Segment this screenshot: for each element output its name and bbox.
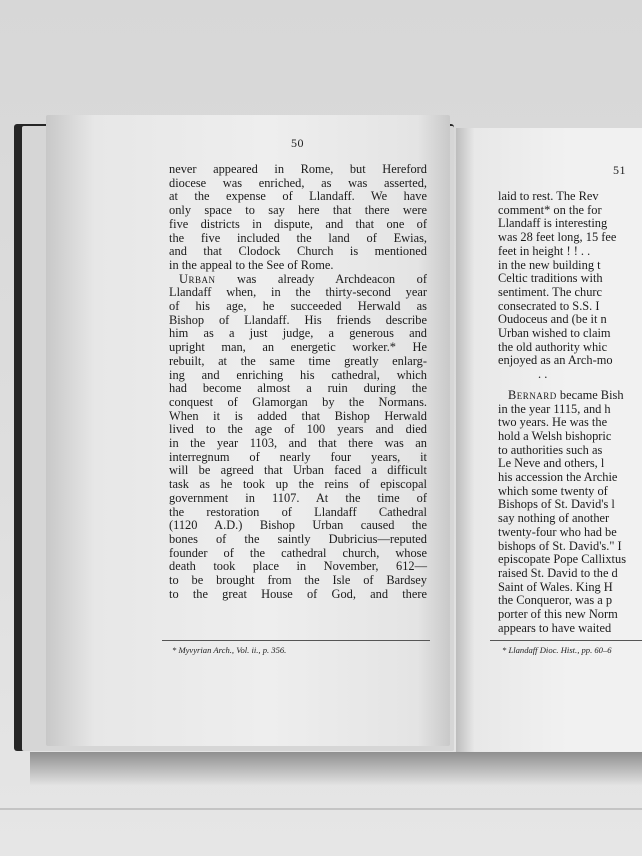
left-page-text xyxy=(169,163,427,602)
footnote-rule xyxy=(162,640,430,641)
text-line: of his age, he succeeded Herwald as xyxy=(169,299,427,314)
text-line: him as a just judge, a generous and xyxy=(169,326,427,341)
text-line: laid to rest. The Rev xyxy=(498,189,599,203)
footnote-rule xyxy=(490,640,642,641)
text-line: bishops of St. David's." I xyxy=(498,538,622,553)
text-line: Llandaff is interesting xyxy=(498,216,608,231)
text-line: the old authority whic xyxy=(498,339,608,354)
text-line: sentiment. The churc xyxy=(498,284,603,299)
text-line: Saint of Wales. King H xyxy=(498,579,613,594)
text-line: conquest of Glamorgan by the Normans. xyxy=(169,394,427,409)
lead-word: Urban xyxy=(179,271,216,286)
text-line: (1120 A.D.) Bishop Urban caused the xyxy=(169,518,427,533)
text-line: at the expense of Llandaff. We have xyxy=(169,189,427,204)
text-line: Llandaff when, in the thirty-second year xyxy=(169,285,427,300)
text-line: two years. He was the xyxy=(498,415,608,430)
text-line: to the great House of God, and there xyxy=(169,586,427,601)
right-page-number: 51 xyxy=(613,163,626,177)
text-line: will be agreed that Urban faced a difficult xyxy=(169,463,427,478)
text-line: porter of this new Norm xyxy=(498,607,618,622)
text-line: five districts in dispute, and that one of xyxy=(169,216,427,231)
text-line: in the appeal to the See of Rome. xyxy=(169,257,334,272)
book-shadow xyxy=(30,752,642,786)
text-line: the Conqueror, was a p xyxy=(498,593,613,608)
text-line: and that Clodock Church is mentioned xyxy=(169,244,427,259)
text-line: ing and enriching his cathedral, which xyxy=(169,367,427,382)
lead-rest: was already Archdeacon of xyxy=(215,271,427,286)
text-line: in the year 1103, and that there was an xyxy=(169,436,427,451)
text-line: had become almost a ruin during the xyxy=(169,381,427,396)
text-line: diocese was enriched, as was asserted, xyxy=(169,175,427,190)
text-line: comment* on the for xyxy=(498,202,602,217)
text-line: in the new building t xyxy=(498,257,601,272)
text-line: consecrated to S.S. I xyxy=(498,298,600,313)
text-line: twenty-four who had be xyxy=(498,524,617,539)
text-line: upright man, an energetic worker.* He xyxy=(169,340,427,355)
text-line: Bishops of St. David's l xyxy=(498,497,615,512)
lead-word: Bernard xyxy=(508,387,557,402)
text-line: Le Neve and others, l xyxy=(498,456,605,471)
text-line: When it is added that Bishop Herwald xyxy=(169,408,427,423)
lead-rest: became Bish xyxy=(556,387,624,402)
text-line: say nothing of another xyxy=(498,511,610,526)
text-line: only space to say here that there were xyxy=(169,203,427,218)
table-edge xyxy=(0,808,642,810)
text-line: hold a Welsh bishopric xyxy=(498,428,612,443)
text-line: lived to the age of 100 years and died xyxy=(169,422,427,437)
text-line: in the year 1115, and h xyxy=(498,401,611,416)
text-line: was 28 feet long, 15 fee xyxy=(498,230,617,245)
text-line: interregnum of nearly four years, it xyxy=(169,449,427,464)
text-line: never appeared in Rome, but Hereford xyxy=(169,162,427,176)
section-dots: . . xyxy=(538,367,548,382)
text-line: Oudoceus and (be it n xyxy=(498,312,607,327)
text-line: appears to have waited xyxy=(498,620,612,635)
text-line: the five included the land of Ewias, xyxy=(169,230,427,245)
text-line: founder of the cathedral church, whose xyxy=(169,545,427,560)
right-page-text xyxy=(498,190,642,636)
right-page-clip xyxy=(456,128,642,752)
text-line: raised St. David to the d xyxy=(498,565,618,580)
text-line: his accession the Archie xyxy=(498,470,618,485)
text-line: task as he took up the reins of episcopal xyxy=(169,477,427,492)
text-line: bones of the saintly Dubricius—reputed xyxy=(169,531,427,546)
text-line: feet in height ! ! . . xyxy=(498,243,591,258)
right-footnote: * Llandaff Dioc. Hist., pp. 60–6 xyxy=(502,645,612,655)
text-line: to be brought from the Isle of Bardsey xyxy=(169,573,427,588)
left-page-number: 50 xyxy=(291,136,304,150)
text-line: to authorities such as xyxy=(498,442,603,457)
left-footnote: * Myvyrian Arch., Vol. ii., p. 356. xyxy=(172,645,287,655)
text-line: episcopate Pope Callixtus xyxy=(498,552,627,567)
paragraph-start xyxy=(498,389,642,403)
text-line: Urban wished to claim xyxy=(498,326,611,341)
text-line: death took place in November, 612— xyxy=(169,559,427,574)
text-line: which some twenty of xyxy=(498,483,608,498)
text-line: enjoyed as an Arch-mo xyxy=(498,353,613,368)
text-line: Bishop of Llandaff. His friends describe xyxy=(169,312,427,327)
text-line: rebuilt, at the same time greatly enlarg- xyxy=(169,353,427,368)
text-line: government in 1107. At the time of xyxy=(169,490,427,505)
paragraph-start xyxy=(169,273,427,287)
text-line: the restoration of Llandaff Cathedral xyxy=(169,504,427,519)
text-line: Celtic traditions with xyxy=(498,271,603,286)
